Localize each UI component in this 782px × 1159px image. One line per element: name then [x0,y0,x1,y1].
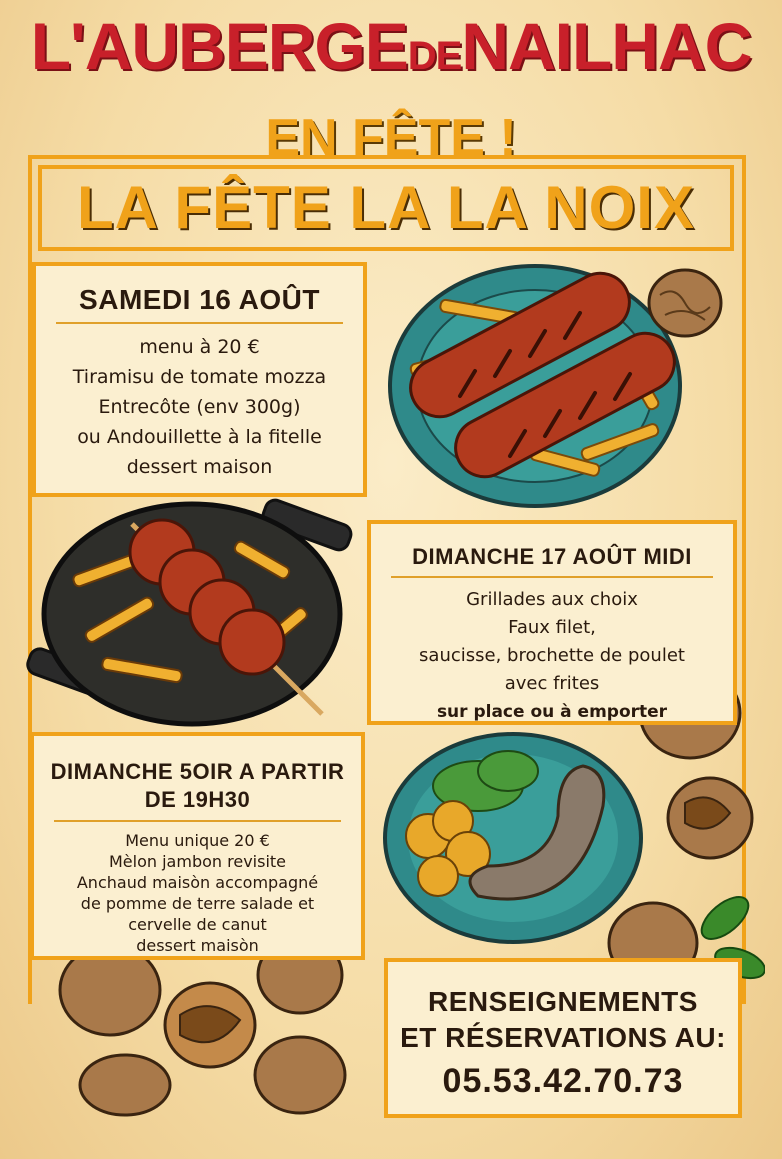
sunday-noon-menu-card [367,520,737,725]
menu-line: menu à 20 € [139,336,260,358]
menu-line: Faux filet, [508,617,596,638]
contact-heading: RENSEIGNEMENTS ET RÉSERVATIONS AU: [400,986,726,1053]
divider [391,576,713,578]
menu-line: Menu unique 20 € [125,831,270,850]
menu-line: ou Andouillette à la fitelle [77,426,322,448]
event-banner: LA FÊTE LA LA NOIX [38,165,734,251]
sunday-evening-menu-card [30,732,365,960]
menu-line: Tiramisu de tomate mozza [72,366,327,388]
venue-title: L'AUBERGEDENAILHAC [30,9,752,83]
menu-line: de pomme de terre salade et [80,894,315,913]
walnut-icon [645,265,725,340]
menu-line: cervelle de canut [128,915,267,934]
menu-line: Entrecôte (env 300g) [98,396,301,418]
menu-line: Anchaud maisòn accompagné [76,873,319,892]
walnuts-bottom-left-icon [50,935,370,1125]
saturday-menu-card [32,262,367,497]
divider [54,820,341,822]
contact-card [384,958,742,1118]
menu-line: avec frites [504,673,600,694]
menu-line: dessert maison [126,456,273,478]
event-subtitle: EN FÊTE ! [265,109,517,167]
menu-line: Mèlon jambon revisite [109,852,286,871]
divider [56,322,343,324]
saturday-heading: SAMEDI 16 AOÛT [79,284,320,315]
sunday-noon-heading: DIMANCHE 17 AOÛT MIDI [412,544,692,569]
menu-line: Grillades aux choix [466,589,638,610]
menu-line: saucisse, brochette de poulet [419,645,685,666]
phone-number[interactable]: 05.53.42.70.73 [442,1062,684,1100]
menu-line: dessert maisòn [136,936,259,955]
takeaway-note: sur place ou à emporter [436,702,668,722]
sunday-evening-heading: DIMANCHE 5OIR A PARTIR DE 19H30 [50,759,345,812]
skewer-pan-illustration [22,494,367,734]
